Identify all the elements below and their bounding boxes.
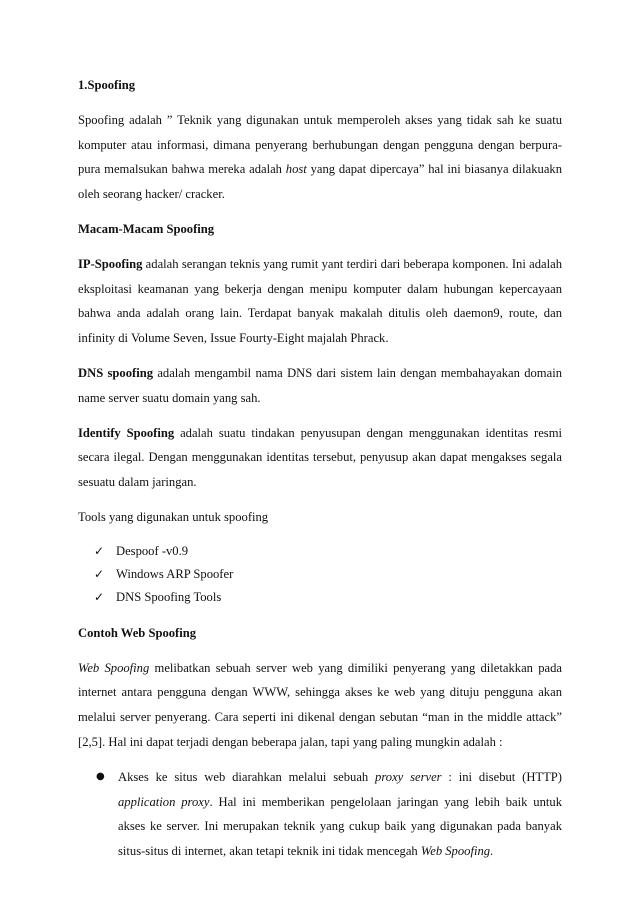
web-spoofing-paragraph (78, 656, 562, 755)
dns-spoofing-term: DNS spoofing (78, 365, 154, 380)
intro-host-term: host (285, 162, 307, 177)
identify-spoofing-text: adalah suatu tindakan penyusupan dengan menggunakan identitas resmi secara ilegal. Dengan menggunakan identitas tersebut, penyusup akan dapat mengakses segala sesuatu dalam jaringan. (78, 425, 562, 490)
identify-spoofing-term: Identify Spoofing (78, 425, 175, 440)
web-spoofing-text: melibatkan sebuah server web yang dimiliki penyerang yang diletakkan pada internet antara pengguna dengan WWW, sehingga akses ke web yang dituju pengguna akan melalui server penyerang. Cara seperti ini dikenal dengan sebutan “man in the middle attack” [2,5]. Hal ini dapat terjadi dengan beberapa jalan, tapi yang paling mungkin adalah : (78, 660, 562, 749)
web-spoofing-term-2: Web Spoofing (420, 844, 491, 859)
list-item (94, 586, 562, 609)
application-proxy-term: application proxy (118, 794, 210, 809)
check-icon: ✓ (94, 566, 105, 581)
method-list (78, 765, 562, 864)
list-item (94, 540, 562, 563)
macam-title: Macam-Macam Spoofing (78, 221, 215, 236)
proxy-text-1: Akses ke situs web diarahkan melalui sebuah (118, 769, 376, 784)
document-content (78, 73, 562, 864)
intro-paragraph (78, 108, 562, 207)
intro-text-1: Spoofing adalah ” Teknik yang digunakan untuk memperoleh akses yang tidak sah ke suatu komputer atau informasi, dimana penyerang berhubungan dengan pengguna dengan berpura-pura memalsukan bahwa mereka adalah (78, 112, 562, 177)
bullet-icon: ● (96, 770, 105, 782)
tools-intro: Tools yang digunakan untuk spoofing (78, 509, 269, 524)
proxy-paragraph (118, 765, 562, 864)
web-spoofing-term: Web Spoofing (78, 660, 150, 675)
tool-label: Windows ARP Spoofer (116, 566, 234, 581)
proxy-server-term: proxy server (375, 769, 442, 784)
ip-spoofing-paragraph (78, 252, 562, 351)
check-icon: ✓ (94, 589, 105, 604)
identify-spoofing-paragraph (78, 421, 562, 495)
check-icon: ✓ (94, 543, 105, 558)
tools-list (78, 540, 562, 609)
proxy-text-2: : ini disebut (HTTP) (441, 769, 562, 784)
section-title: 1.Spoofing (78, 78, 136, 92)
ip-spoofing-term: IP-Spoofing (78, 256, 143, 271)
list-item (94, 563, 562, 586)
tool-label: Despoof -v0.9 (116, 543, 189, 558)
contoh-title: Contoh Web Spoofing (78, 625, 197, 640)
tool-label: DNS Spoofing Tools (116, 589, 222, 604)
proxy-text-4: . (490, 844, 494, 859)
list-item (96, 765, 562, 864)
proxy-text-3: . Hal ini memberikan pengelolaan jaringan yang lebih baik untuk akses ke server. Ini merupakan teknik yang cukup baik yang digunakan pada banyak situs-situs di internet, akan tetapi teknik ini tidak mencegah (118, 794, 562, 859)
ip-spoofing-text: adalah serangan teknis yang rumit yant terdiri dari beberapa komponen. Ini adalah eksploitasi keamanan yang bekerja dengan menipu komputer dalam hubungan kepercayaan bahwa anda adalah orang lain. Terdapat banyak makalah ditulis oleh daemon9, route, dan infinity di Volume Seven, Issue Fourty-Eight majalah Phrack. (78, 256, 562, 346)
intro-text-2: yang dapat dipercaya” hal ini biasanya dilakuakn oleh seorang hacker/ cracker. (78, 162, 562, 202)
dns-spoofing-text: adalah mengambil nama DNS dari sistem lain dengan membahayakan domain name server suatu domain yang sah. (78, 365, 562, 405)
dns-spoofing-paragraph (78, 361, 562, 411)
